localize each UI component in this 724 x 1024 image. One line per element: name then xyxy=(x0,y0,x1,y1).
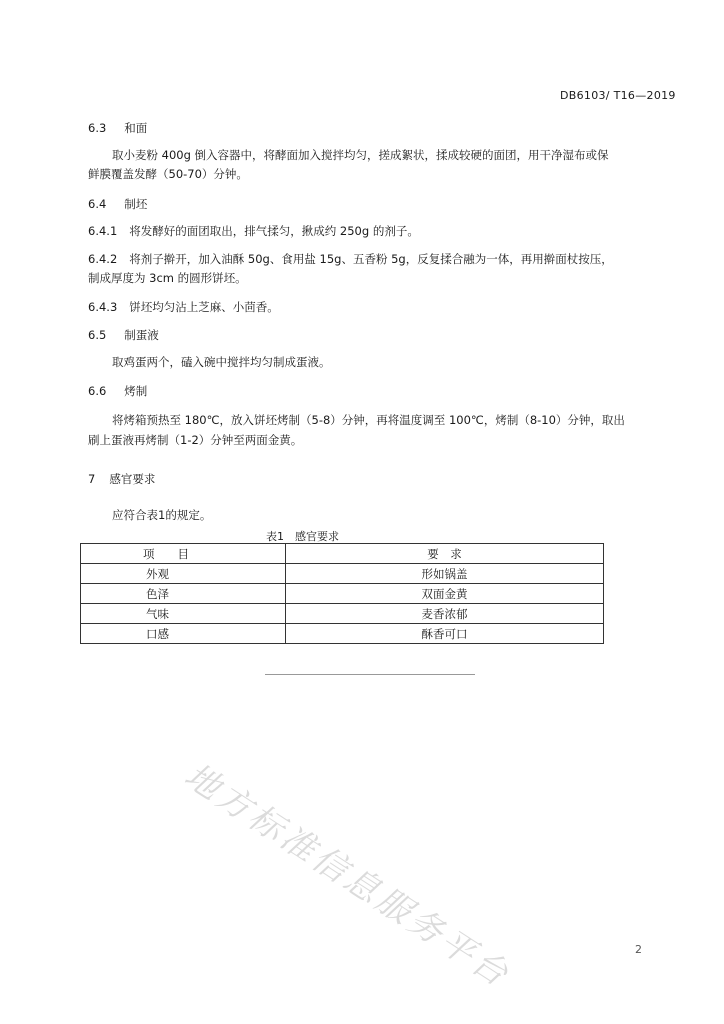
table-cell-item: 色泽 xyxy=(81,584,286,604)
section-6-3-line1: 取小麦粉 400g 倒入容器中，将酵面加入搅拌均匀，搓成絮状，揉成较硬的面团，用干净湿布或保 xyxy=(112,148,609,162)
section-text: 将发酵好的面团取出，排气揉匀，揪成约 250g 的剂子。 xyxy=(129,224,419,238)
table-header-row xyxy=(81,544,604,564)
section-title: 和面 xyxy=(124,121,148,135)
section-6-4-1 xyxy=(88,223,419,239)
section-6-4-3 xyxy=(88,299,279,315)
section-number: 6.4.1 xyxy=(88,224,118,238)
table-cell-item: 口感 xyxy=(81,624,286,644)
table-cell-requirement: 双面金黄 xyxy=(286,584,604,604)
section-number: 6.3 xyxy=(88,121,107,135)
section-6-6-line2: 刷上蛋液再烤制（1-2）分钟至两面金黄。 xyxy=(88,433,303,447)
table-cell-requirement: 形如锅盖 xyxy=(286,564,604,584)
section-6-4-heading xyxy=(88,196,147,212)
document-code: DB6103/ T16—2019 xyxy=(560,89,676,102)
table-cell-requirement: 酥香可口 xyxy=(286,624,604,644)
table-title: 表1 感官要求 xyxy=(266,530,339,543)
table-header-requirement: 要 求 xyxy=(286,544,604,564)
section-6-5-heading xyxy=(88,327,159,343)
section-number: 6.5 xyxy=(88,328,107,342)
end-divider xyxy=(265,674,475,675)
section-6-5-text: 取鸡蛋两个，磕入碗中搅拌均匀制成蛋液。 xyxy=(112,355,331,369)
section-text: 将剂子擀开，加入油酥 50g、食用盐 15g、五香粉 5g，反复揉合融为一体，再用擀面杖按压， xyxy=(129,252,613,266)
table-row xyxy=(81,564,604,584)
section-title: 烤制 xyxy=(124,384,148,398)
section-number: 6.6 xyxy=(88,384,107,398)
section-7-text: 应符合表1的规定。 xyxy=(112,508,212,522)
section-6-4-2-line2: 制成厚度为 3cm 的圆形饼坯。 xyxy=(88,271,247,285)
watermark: 地方标准信息服务平台 xyxy=(177,755,518,997)
section-6-4-2-line1 xyxy=(88,251,613,267)
section-6-6-line1: 将烤箱预热至 180℃，放入饼坯烤制（5-8）分钟，再将温度调至 100℃，烤制（8-10）分钟，取出 xyxy=(112,413,625,427)
section-7-heading xyxy=(88,471,155,487)
section-6-6-heading xyxy=(88,383,147,399)
section-6-3-line2: 鲜膜覆盖发酵（50-70）分钟。 xyxy=(88,167,248,181)
table-row xyxy=(81,604,604,624)
table-row xyxy=(81,624,604,644)
section-title: 制坯 xyxy=(124,197,148,211)
section-title: 感官要求 xyxy=(109,472,156,486)
table-row xyxy=(81,584,604,604)
section-title: 制蛋液 xyxy=(124,328,159,342)
table-cell-item: 气味 xyxy=(81,604,286,624)
sensory-requirements-table xyxy=(80,543,604,644)
table-cell-item: 外观 xyxy=(81,564,286,584)
table-cell-requirement: 麦香浓郁 xyxy=(286,604,604,624)
section-number: 7 xyxy=(88,472,96,486)
section-number: 6.4 xyxy=(88,197,107,211)
page-number: 2 xyxy=(635,943,642,956)
section-number: 6.4.3 xyxy=(88,300,118,314)
section-number: 6.4.2 xyxy=(88,252,118,266)
section-text: 饼坯均匀沾上芝麻、小茴香。 xyxy=(129,300,279,314)
table-header-item: 项 目 xyxy=(81,544,286,564)
section-6-3-heading xyxy=(88,120,147,136)
